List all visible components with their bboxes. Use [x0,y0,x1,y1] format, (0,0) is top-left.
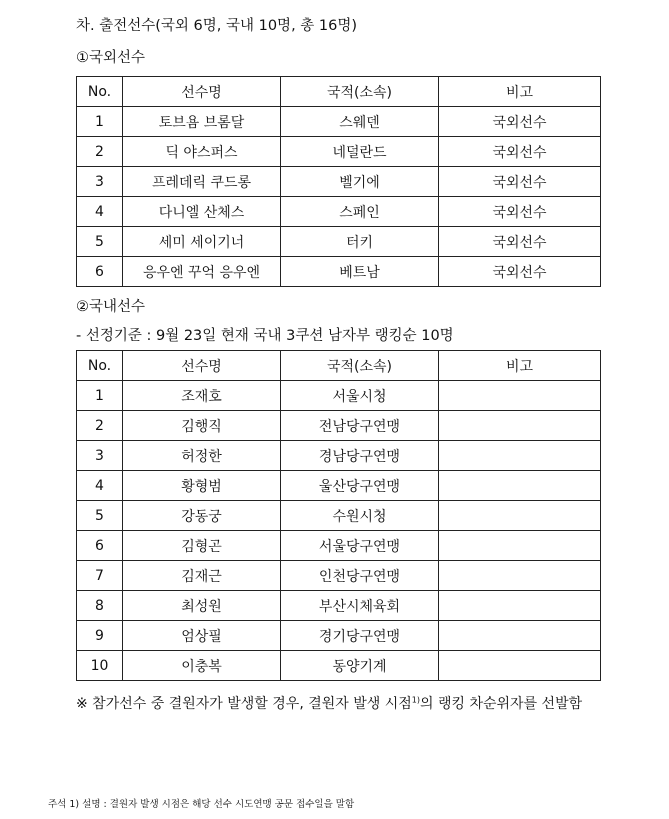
header-player-name: 선수명 [123,351,281,381]
cell-player-name: 토브욤 브롬달 [123,107,281,137]
footnote: 주석 1) 설명 : 결원자 발생 시점은 해당 선수 시도연맹 공문 접수일을 말함 [48,799,355,810]
table-row [77,381,601,411]
cell-nationality: 벨기에 [281,167,439,197]
cell-remarks: 국외선수 [439,137,601,167]
table-row [77,531,601,561]
cell-player-name: 프레데릭 쿠드롱 [123,167,281,197]
cell-remarks [439,531,601,561]
cell-no: 5 [77,227,123,257]
foreign-players-table [76,76,601,287]
cell-remarks: 국외선수 [439,227,601,257]
cell-remarks: 국외선수 [439,257,601,287]
header-no: No. [77,351,123,381]
cell-nationality: 경남당구연맹 [281,441,439,471]
cell-nationality: 스페인 [281,197,439,227]
cell-player-name: 김재근 [123,561,281,591]
cell-nationality: 서울당구연맹 [281,531,439,561]
cell-no: 3 [77,167,123,197]
section-title: 차. 출전선수(국외 6명, 국내 10명, 총 16명) [76,18,358,34]
foreign-players-heading: ①국외선수 [76,50,146,66]
cell-nationality: 부산시체육회 [281,591,439,621]
cell-player-name: 최성원 [123,591,281,621]
cell-no: 6 [77,257,123,287]
cell-remarks [439,471,601,501]
cell-remarks [439,591,601,621]
vacancy-note [76,693,582,713]
cell-no: 6 [77,531,123,561]
cell-player-name: 김행직 [123,411,281,441]
cell-no: 4 [77,197,123,227]
cell-remarks [439,501,601,531]
table-row [77,137,601,167]
table-row [77,107,601,137]
selection-criteria: - 선정기준 : 9월 23일 현재 국내 3쿠션 남자부 랭킹순 10명 [76,328,454,344]
cell-player-name: 이충복 [123,651,281,681]
cell-player-name: 다니엘 산체스 [123,197,281,227]
cell-player-name: 김형곤 [123,531,281,561]
table-row [77,471,601,501]
cell-nationality: 경기당구연맹 [281,621,439,651]
cell-no: 2 [77,411,123,441]
table-row [77,257,601,287]
table-row [77,621,601,651]
cell-remarks [439,621,601,651]
cell-nationality: 터키 [281,227,439,257]
cell-remarks [439,411,601,441]
cell-remarks [439,561,601,591]
table-row [77,651,601,681]
cell-player-name: 황형범 [123,471,281,501]
cell-nationality: 스웨덴 [281,107,439,137]
note-text-end: 의 랭킹 차순위자를 선발함 [420,696,583,712]
table-header-row [77,77,601,107]
cell-no: 1 [77,381,123,411]
cell-no: 8 [77,591,123,621]
cell-nationality: 인천당구연맹 [281,561,439,591]
header-player-name: 선수명 [123,77,281,107]
table-row [77,411,601,441]
note-text: ※ 참가선수 중 결원자가 발생할 경우, 결원자 발생 시점 [76,696,412,712]
cell-nationality: 서울시청 [281,381,439,411]
header-nationality: 국적(소속) [281,77,439,107]
table-row [77,591,601,621]
table-row [77,197,601,227]
cell-nationality: 네덜란드 [281,137,439,167]
cell-nationality: 베트남 [281,257,439,287]
cell-no: 7 [77,561,123,591]
header-remarks: 비고 [439,351,601,381]
cell-no: 3 [77,441,123,471]
cell-no: 10 [77,651,123,681]
cell-remarks: 국외선수 [439,197,601,227]
cell-no: 2 [77,137,123,167]
domestic-players-table [76,350,601,681]
table-row [77,227,601,257]
table-header-row [77,351,601,381]
cell-no: 9 [77,621,123,651]
footnote-marker: 1) [411,695,421,705]
cell-remarks [439,651,601,681]
table-row [77,441,601,471]
table-row [77,501,601,531]
cell-player-name: 조재호 [123,381,281,411]
cell-nationality: 동양기계 [281,651,439,681]
cell-nationality: 수원시청 [281,501,439,531]
header-remarks: 비고 [439,77,601,107]
cell-remarks [439,381,601,411]
cell-remarks: 국외선수 [439,107,601,137]
cell-player-name: 강동궁 [123,501,281,531]
domestic-players-heading: ②국내선수 [76,299,146,315]
cell-player-name: 허정한 [123,441,281,471]
cell-nationality: 울산당구연맹 [281,471,439,501]
header-nationality: 국적(소속) [281,351,439,381]
table-row [77,167,601,197]
cell-remarks [439,441,601,471]
cell-player-name: 응우엔 꾸억 응우엔 [123,257,281,287]
cell-player-name: 세미 세이기너 [123,227,281,257]
cell-no: 4 [77,471,123,501]
header-no: No. [77,77,123,107]
cell-player-name: 엄상필 [123,621,281,651]
cell-player-name: 딕 야스퍼스 [123,137,281,167]
cell-no: 1 [77,107,123,137]
cell-no: 5 [77,501,123,531]
cell-nationality: 전남당구연맹 [281,411,439,441]
cell-remarks: 국외선수 [439,167,601,197]
table-row [77,561,601,591]
